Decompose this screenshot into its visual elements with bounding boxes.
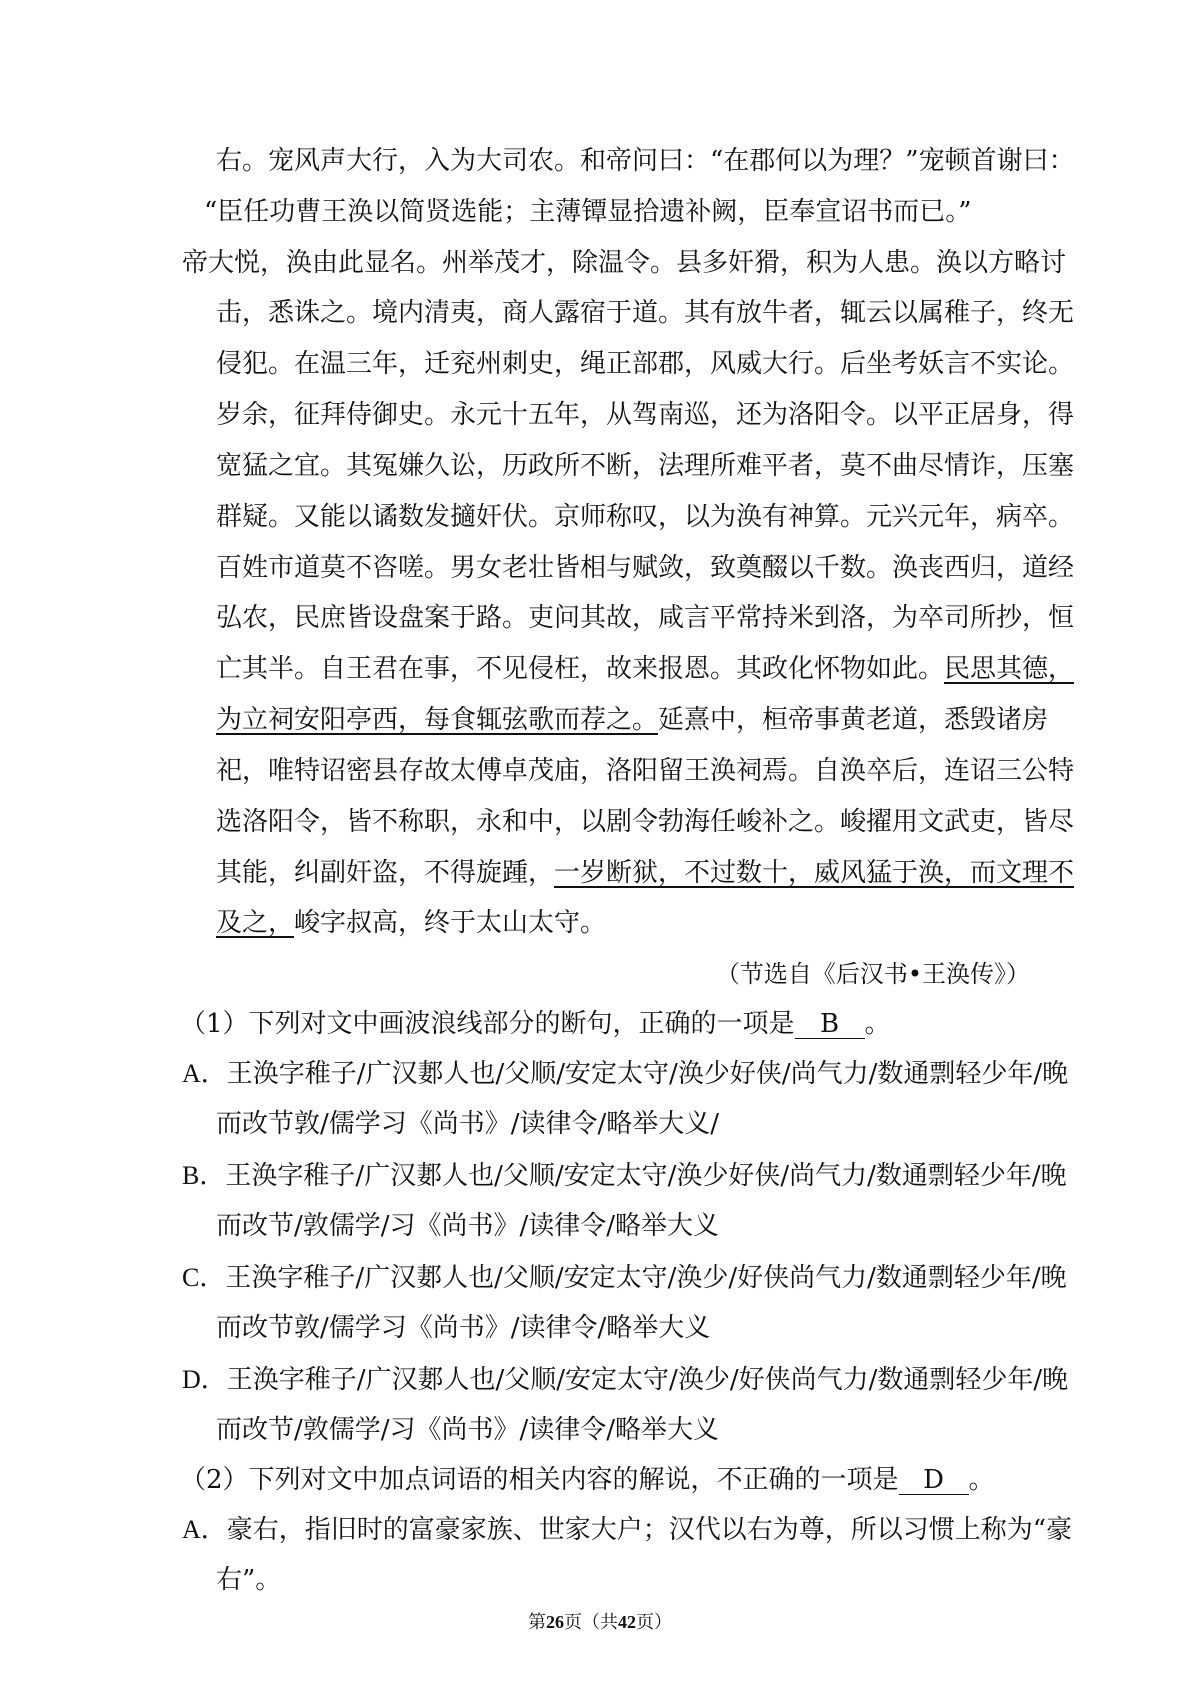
underlined-sentence: 及之， [216, 908, 295, 938]
passage-line-1: 右。宠风声大行，入为大司农。和帝问曰：“在郡何以为理？”宠顿首谢曰： [216, 146, 1075, 176]
question-1-option-d-cont: 而改节/敦儒学/习《尚书》/读律令/略举大义 [216, 1415, 720, 1445]
question-1-answer-blank: B [795, 1010, 865, 1039]
option-text: 王涣字稚子/广汉郪人也/父顺/安定太守/涣少/好侠尚气力/数通剽轻少年/晚 [225, 1263, 1067, 1293]
passage-line-14: 选洛阳令，皆不称职，永和中，以剧令勃海任峻补之。峻擢用文武吏，皆尽 [216, 807, 1075, 837]
passage-line-6: 岁余，征拜侍御史。永元十五年，从驾南巡，还为洛阳令。以平正居身，得 [216, 400, 1075, 430]
question-1-option-a-cont: 而改节敦/儒学习《尚书》/读律令/略举大义/ [216, 1109, 720, 1139]
option-text: 王涣字稚子/广汉郪人也/父顺/安定太守/涣少好侠/尚气力/数通剽轻少年/晚 [226, 1059, 1069, 1089]
passage-line-3: 帝大悦，涣由此显名。州举茂才，除温令。县多奸猾，积为人患。涣以方略讨 [182, 248, 1067, 278]
question-1-option-a [182, 1058, 1068, 1090]
passage-line-16 [216, 907, 606, 939]
option-text: 王涣字稚子/广汉郪人也/父顺/安定太守/涣少好侠/尚气力/数通剽轻少年/晚 [225, 1161, 1067, 1191]
page-total: 42 [618, 1612, 636, 1632]
question-1-end: 。 [864, 1009, 891, 1039]
passage-text: 其能，纠副奸盗，不得旋踵， [216, 858, 555, 888]
page-footer [0, 1610, 1200, 1635]
option-label: A． [182, 1515, 227, 1544]
footer-suffix: 页） [636, 1612, 672, 1633]
option-label: D． [182, 1365, 227, 1394]
question-1-stem [180, 1008, 891, 1040]
option-label: A． [182, 1059, 227, 1088]
passage-line-13: 祀，唯特诏密县存故太傅卓茂庙，洛阳留王涣祠焉。自涣卒后，连诏三公特 [216, 756, 1075, 786]
question-2-text: （2）下列对文中加点词语的相关内容的解说，不正确的一项是 [180, 1465, 899, 1495]
question-2-option-a [182, 1514, 1072, 1546]
question-2-answer-blank: D [899, 1466, 969, 1495]
passage-line-9: 百姓市道莫不咨嗟。男女老壮皆相与赋敛，致奠醊以千数。涣丧西归，道经 [216, 553, 1075, 583]
passage-line-12 [216, 704, 1048, 736]
passage-line-11 [216, 653, 1074, 685]
question-1-option-c [182, 1262, 1067, 1294]
passage-line-15 [216, 857, 1074, 889]
passage-text: 峻字叔高，终于太山太守。 [294, 908, 607, 938]
option-label: C． [182, 1263, 226, 1292]
option-label: B． [182, 1161, 226, 1190]
question-1-option-d [182, 1364, 1068, 1396]
passage-line-8: 群疑。又能以谲数发擿奸伏。京师称叹，以为涣有神算。元兴元年，病卒。 [216, 502, 1075, 532]
question-2-stem [180, 1464, 995, 1496]
question-2-end: 。 [968, 1465, 995, 1495]
passage-line-7: 宽猛之宜。其冤嫌久讼，历政所不断，法理所难平者，莫不曲尽情诈，压塞 [216, 451, 1075, 481]
page-number: 26 [546, 1612, 564, 1632]
option-text: 豪右，指旧时的富豪家族、世家大户；汉代以右为尊，所以习惯上称为“豪 [226, 1515, 1073, 1545]
question-2-option-a-cont: 右”。 [216, 1565, 282, 1595]
passage-text: 延熹中，桓帝事黄老道，悉毁诸房 [658, 705, 1049, 735]
passage-text: 亡其半。自王君在事，不见侵枉，故来报恩。其政化怀物如此。 [216, 654, 945, 684]
underlined-sentence: 为立祠安阳亭西，每食辄弦歌而荐之。 [216, 705, 659, 735]
question-1-option-c-cont: 而改节敦/儒学习《尚书》/读律令/略举大义 [216, 1313, 711, 1343]
question-1-option-b-cont: 而改节/敦儒学/习《尚书》/读律令/略举大义 [216, 1211, 720, 1241]
underlined-sentence: 民思其德， [944, 654, 1075, 684]
question-1-text: （1）下列对文中画波浪线部分的断句，正确的一项是 [180, 1009, 795, 1039]
underlined-sentence: 一岁断狱，不过数十，威风猛于涣，而文理不 [554, 858, 1075, 888]
passage-line-2: “臣任功曹王涣以简贤选能；主薄镡显拾遗补阙，臣奉宣诏书而已。” [204, 197, 972, 227]
passage-line-10: 弘农，民庶皆设盘案于路。吏问其故，咸言平常持米到洛，为卒司所抄，恒 [216, 603, 1075, 633]
question-1-option-b [182, 1160, 1067, 1192]
passage-source: （节选自《后汉书•王涣传》） [715, 960, 1030, 988]
passage-line-5: 侵犯。在温三年，迁兖州刺史，绳正部郡，风威大行。后坐考妖言不实论。 [216, 349, 1075, 379]
footer-middle: 页（共 [564, 1612, 618, 1633]
passage-line-4: 击，悉诛之。境内清夷，商人露宿于道。其有放牛者，辄云以属稚子，终无 [216, 298, 1075, 328]
option-text: 王涣字稚子/广汉郪人也/父顺/安定太守/涣少/好侠尚气力/数通剽轻少年/晚 [226, 1365, 1069, 1395]
footer-prefix: 第 [528, 1612, 546, 1633]
